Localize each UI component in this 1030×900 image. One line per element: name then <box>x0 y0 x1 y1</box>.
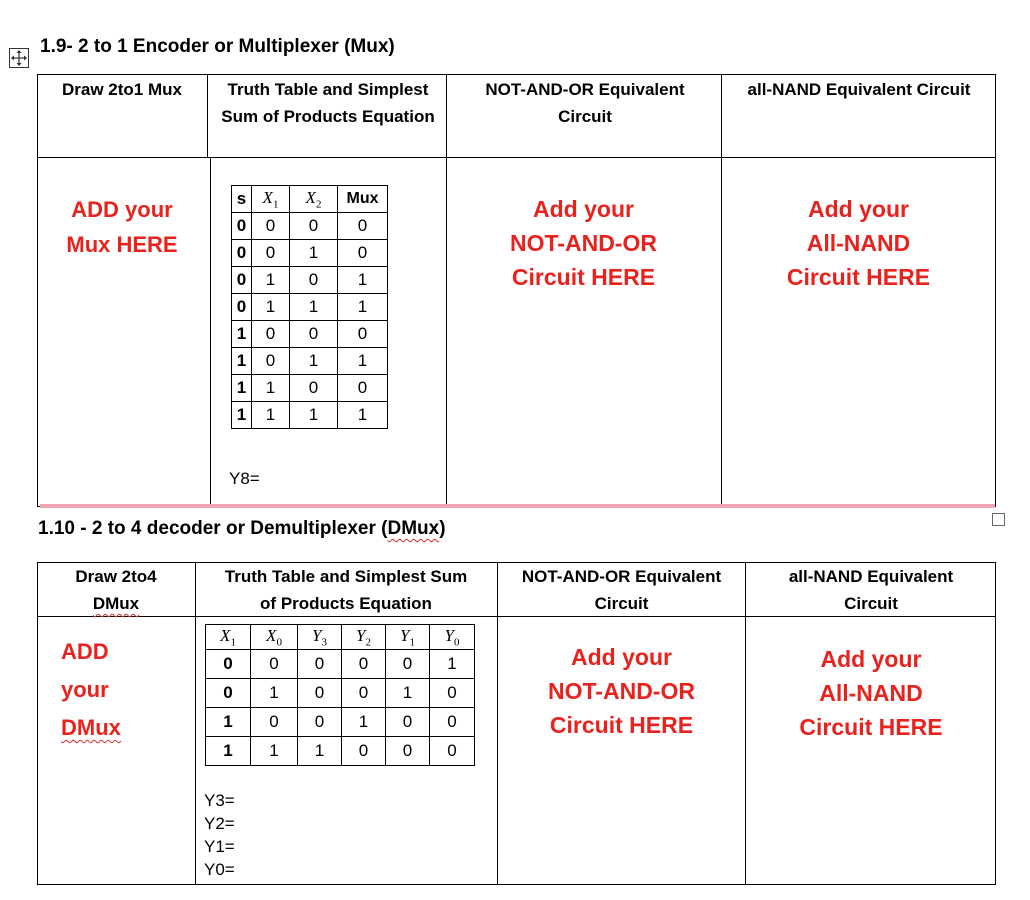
equation-y3: Y3= <box>204 791 235 810</box>
dmux-equations <box>204 789 235 881</box>
mux-placeholder: ADD your Mux HERE <box>66 197 178 257</box>
mux-tt-cell: 0 <box>290 375 338 402</box>
dmux-tt-cell: 1 <box>430 650 475 679</box>
mux-tt-cell: 1 <box>290 240 338 267</box>
header-truth-table-2: Truth Table and Simplest Sum of Products Equation <box>224 567 468 613</box>
equation-y2: Y2= <box>204 814 235 833</box>
dmux-tt-cell: 0 <box>430 737 475 766</box>
tt2-header-y1: $Y_1$ <box>386 625 430 650</box>
mux-tt-cell: 1 <box>232 348 252 375</box>
not-and-or-placeholder: Add your NOT-AND-OR Circuit HERE <box>510 196 657 290</box>
dmux-placeholder: ADD your DMux <box>61 639 121 740</box>
mux-tt-cell: 0 <box>232 213 252 240</box>
mux-truth-table <box>231 185 388 429</box>
dmux-tt-cell: 1 <box>206 737 251 766</box>
mux-tt-cell: 0 <box>290 213 338 240</box>
mux-tt-cell: 1 <box>232 321 252 348</box>
mux-tt-cell: 0 <box>232 240 252 267</box>
mux-tt-row <box>232 402 388 429</box>
dmux-tt-cell: 0 <box>342 737 386 766</box>
mux-tt-cell: 0 <box>338 321 388 348</box>
mux-tt-cell: 1 <box>252 267 290 294</box>
tt2-header-x0: $X_0$ <box>251 625 298 650</box>
mux-tt-cell: 1 <box>338 294 388 321</box>
dmux-tt-cell: 1 <box>251 679 298 708</box>
dmux-tt-cell: 0 <box>342 650 386 679</box>
not-and-or-placeholder-2: Add your NOT-AND-OR Circuit HERE <box>548 644 695 738</box>
tt-header-x1: $X_1$ <box>252 186 290 213</box>
header-draw-dmux: Draw 2to4 DMux <box>75 567 157 613</box>
section2-title: 1.10 - 2 to 4 decoder or Demultiplexer (DMux) <box>38 518 446 539</box>
dmux-tt-cell: 0 <box>386 708 430 737</box>
mux-tt-cell: 1 <box>290 294 338 321</box>
dmux-tt-row <box>206 708 475 737</box>
page-break-bar <box>40 504 995 508</box>
dmux-tt-cell: 0 <box>386 650 430 679</box>
mux-tt-cell: 1 <box>338 402 388 429</box>
header-all-nand-2: all-NAND Equivalent Circuit <box>788 567 954 613</box>
mux-tt-cell: 0 <box>232 267 252 294</box>
header-truth-table: Truth Table and Simplest Sum of Products Equation <box>221 80 435 126</box>
header-not-and-or: NOT-AND-OR Equivalent Circuit <box>485 80 685 126</box>
mux-tt-cell: 1 <box>338 267 388 294</box>
equation-y0: Y0= <box>204 860 235 879</box>
tt2-header-y3: $Y_3$ <box>298 625 342 650</box>
dmux-tt-cell: 0 <box>206 679 251 708</box>
tt2-header-y0: $Y_0$ <box>430 625 475 650</box>
mux-tt-cell: 1 <box>290 402 338 429</box>
tt-header-s: s <box>232 186 252 213</box>
mux-tt-row <box>232 348 388 375</box>
mux-tt-cell: 1 <box>232 375 252 402</box>
tt-header-x2: $X_2$ <box>290 186 338 213</box>
dmux-tt-cell: 0 <box>251 650 298 679</box>
dmux-tt-cell: 1 <box>386 679 430 708</box>
mux-tt-row <box>232 240 388 267</box>
mux-tt-cell: 1 <box>290 348 338 375</box>
mux-tt-cell: 0 <box>252 348 290 375</box>
dmux-tt-cell: 0 <box>342 679 386 708</box>
equation-y1: Y1= <box>204 837 235 856</box>
mux-tt-row <box>232 375 388 402</box>
dmux-tt-cell: 0 <box>386 737 430 766</box>
dmux-tt-cell: 0 <box>298 679 342 708</box>
header-all-nand: all-NAND Equivalent Circuit <box>747 80 971 99</box>
mux-tt-cell: 1 <box>252 375 290 402</box>
mux-tt-cell: 1 <box>252 294 290 321</box>
mux-tt-cell: 1 <box>338 348 388 375</box>
mux-tt-cell: 0 <box>338 213 388 240</box>
dmux-truth-table <box>205 624 475 766</box>
dmux-tt-row <box>206 650 475 679</box>
dmux-tt-cell: 1 <box>342 708 386 737</box>
tt2-header-y2: $Y_2$ <box>342 625 386 650</box>
dmux-tt-cell: 0 <box>298 708 342 737</box>
mux-tt-row <box>232 321 388 348</box>
all-nand-placeholder: Add your All-NAND Circuit HERE <box>786 196 931 290</box>
dmux-tt-cell: 0 <box>430 708 475 737</box>
section1-title: 1.9- 2 to 1 Encoder or Multiplexer (Mux) <box>40 36 395 57</box>
mux-tt-row <box>232 294 388 321</box>
mux-tt-cell: 0 <box>252 213 290 240</box>
mux-tt-row <box>232 213 388 240</box>
dmux-tt-cell: 1 <box>206 708 251 737</box>
dmux-tt-cell: 1 <box>298 737 342 766</box>
mux-tt-cell: 1 <box>232 402 252 429</box>
header-not-and-or-2: NOT-AND-OR Equivalent Circuit <box>521 567 722 613</box>
dmux-tt-row <box>206 737 475 766</box>
tt-header-mux: Mux <box>338 186 388 213</box>
mux-tt-cell: 0 <box>252 240 290 267</box>
dmux-tt-row <box>206 679 475 708</box>
mux-tt-cell: 0 <box>290 267 338 294</box>
dmux-tt-cell: 0 <box>298 650 342 679</box>
mux-tt-cell: 1 <box>252 402 290 429</box>
mux-tt-row <box>232 267 388 294</box>
tt2-header-x1: $X_1$ <box>206 625 251 650</box>
resize-handle-icon[interactable] <box>992 513 1005 526</box>
dmux-tt-cell: 1 <box>251 737 298 766</box>
all-nand-placeholder-2: Add your All-NAND Circuit HERE <box>799 646 943 740</box>
dmux-tt-cell: 0 <box>430 679 475 708</box>
move-handle-icon[interactable] <box>9 48 29 68</box>
dmux-tt-cell: 0 <box>206 650 251 679</box>
mux-tt-cell: 0 <box>290 321 338 348</box>
mux-tt-cell: 0 <box>338 240 388 267</box>
header-draw-mux: Draw 2to1 Mux <box>62 80 182 99</box>
mux-tt-cell: 0 <box>338 375 388 402</box>
mux-tt-cell: 0 <box>232 294 252 321</box>
dmux-tt-cell: 0 <box>251 708 298 737</box>
equation-y8: Y8= <box>229 469 260 488</box>
mux-tt-cell: 0 <box>252 321 290 348</box>
